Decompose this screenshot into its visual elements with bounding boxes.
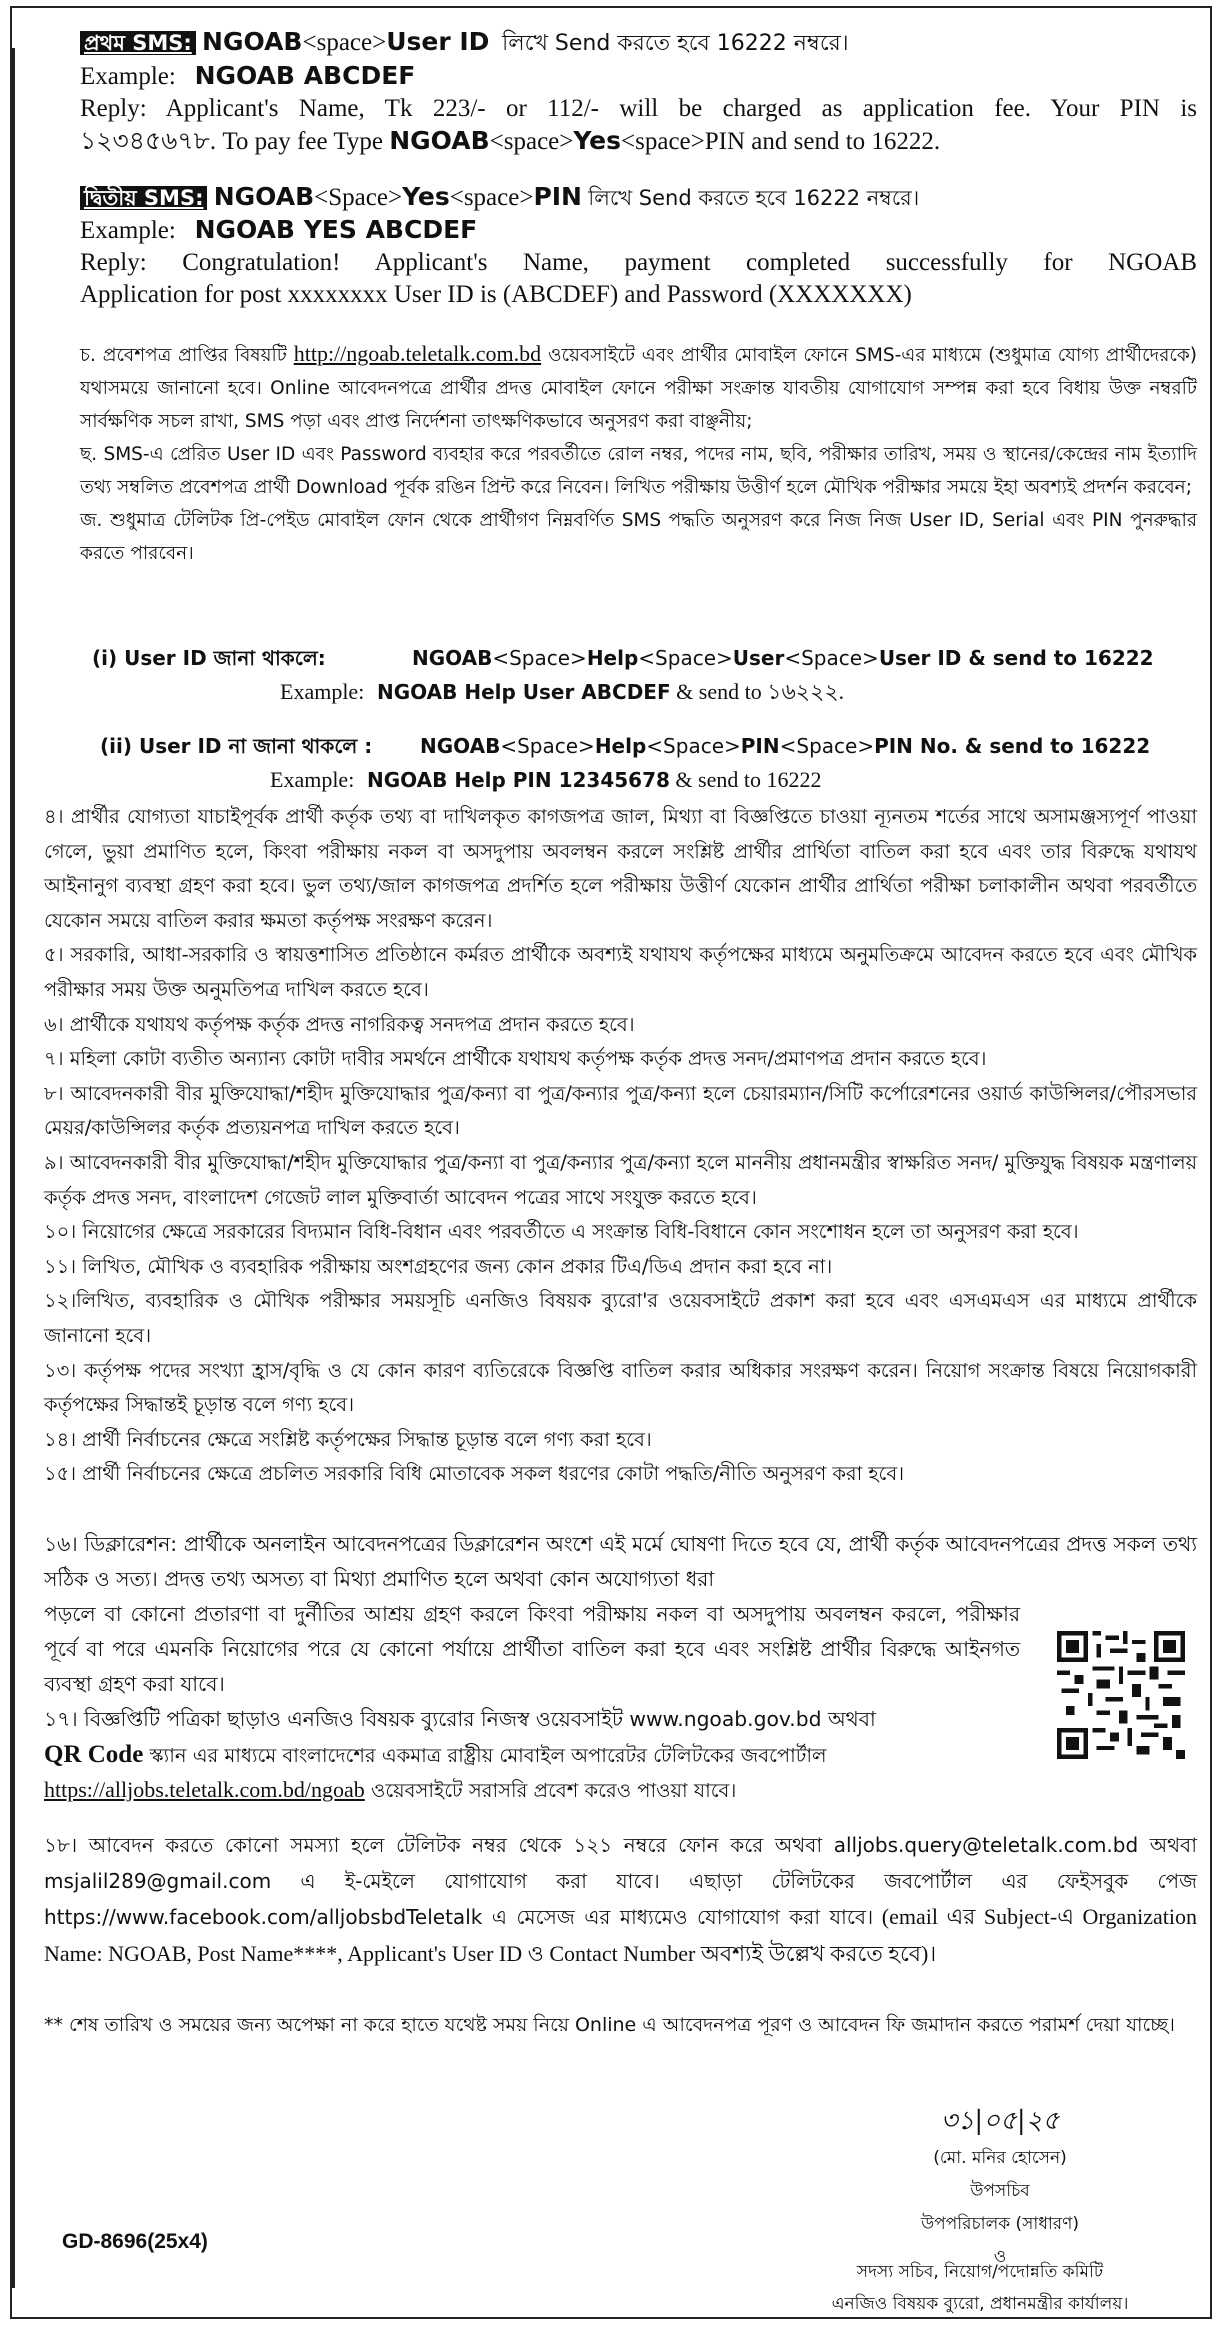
recover1-line (80, 641, 1197, 675)
alljobs-link[interactable]: https://alljobs.teletalk.com.bd/ngoab (44, 1777, 365, 1802)
instructions-block (80, 337, 1197, 570)
recover2-f4: <Space> (646, 734, 741, 758)
teletalk-link[interactable]: http://ngoab.teletalk.com.bd (293, 341, 542, 366)
item-8: ৮। আবেদনকারী বীর মুক্তিযোদ্ধা/শহীদ মুক্তিযোদ্ধার পুত্র/কন্যা বা পুত্র/কন্যার পুত্র/কন্যা হলে চেয়ারম্যান/সিটি কর্পোরেশনের ওয়ার্ড কাউন্সিলর/পৌরসভার মেয়র/কাউন্সিলর কর্তৃক প্রত্যয়নপত্র দাখিল করতে হবে। (44, 1081, 1197, 1140)
sms1-reply-2e: <space> (621, 128, 705, 155)
signatory-and: ও (993, 2247, 1007, 2267)
para-ja: জ. শুধুমাত্র টেলিটক প্রি-পেইড মোবাইল ফোন থেকে প্রার্থীগণ নিম্নবর্ণিত SMS পদ্ধতি অনুসরণ করে নিজ নিজ User ID, Serial এবং PIN পুনরুদ্ধার করতে পারবেন। (80, 510, 1197, 564)
recover1-example-value: NGOAB Help User ABCDEF (377, 680, 671, 704)
recover1-example (80, 675, 1197, 709)
signature-handwritten: ৩১|০৫|২৫ (940, 2106, 1060, 2136)
sms1-fmt-b: <space> (302, 29, 387, 56)
sms2-block (80, 181, 1197, 311)
sms1-fmt-d: লিখে Send করতে হবে 16222 নম্বরে। (501, 31, 849, 56)
sms2-example-label: Example: (80, 217, 176, 244)
recover1-f6: <Space> (784, 646, 879, 670)
sms1-example-value: NGOAB ABCDEF (194, 61, 416, 90)
item-17-c-text: ওয়েবসাইটে সরাসরি প্রবেশ করেও পাওয়া যাবে। (364, 1779, 737, 1802)
sms2-f1: NGOAB (213, 182, 315, 211)
deadline-note: ** শেষ তারিখ ও সময়ের জন্য অপেক্ষা না করে হাতে যথেষ্ট সময় নিয়ে Online এ আবেদনপত্র পূরণ ও আবেদন ফি জমাদান করতে পরামর্শ দেয়া যাচ্ছে। (44, 2014, 1175, 2036)
sms1-reply-1: Reply: Applicant's Name, Tk 223/- or 112/- will be charged as application fee. Your PIN is (80, 95, 1197, 122)
sms1-tag: প্রথম SMS: (80, 31, 196, 55)
sms2-f4: <space> (449, 184, 534, 211)
item-11: ১১। লিখিত, মৌখিক ও ব্যবহারিক পরীক্ষায় অংশগ্রহণের জন্য কোন প্রকার টিএ/ডিএ প্রদান করা হবে না। (44, 1254, 833, 1278)
sms2-reply-1: Reply: Congratulation! Applicant's Name, payment completed successfully for NGOAB (80, 249, 1197, 276)
recover1-f5: User (732, 646, 785, 670)
recover2-example-value: NGOAB Help PIN 12345678 (367, 768, 670, 792)
item-15: ১৫। প্রার্থী নির্বাচনের ক্ষেত্রে প্রচলিত সরকারি বিধি মোতাবেক সকল ধরণের কোটা পদ্ধতি/নীতি অনুসরণ করা হবে। (44, 1462, 905, 1486)
recover1-f4: <Space> (638, 646, 733, 670)
item-18-b: (email এর Subject-এ Organization Name: NGOAB, Post Name****, Applicant's User ID ও Contact Number অবশ্যই উল্লেখ করতে হবে)। (44, 1904, 1197, 1966)
sms2-f2: <Space> (314, 184, 403, 211)
item-6: ৬। প্রার্থীকে যথাযথ কর্তৃপক্ষ কর্তৃক প্রদত্ত নাগরিকত্ব সনদপত্র প্রদান করতে হবে। (44, 1012, 635, 1036)
sms1-fmt-a: NGOAB (202, 27, 303, 56)
sms1-reply-2f: PIN and send to 16222. (704, 128, 941, 155)
recover2-example (80, 763, 1197, 797)
sms1-reply-2c: <space> (489, 128, 574, 155)
recover2-example-tail: & send to 16222 (669, 767, 822, 792)
recover1-label: (i) User ID জানা থাকলে: (92, 646, 326, 670)
item-4: ৪। প্রার্থীর যোগ্যতা যাচাইপূর্বক প্রার্থী কর্তৃক তথ্য বা দাখিলকৃত কাগজপত্র জাল, মিথ্যা বা বিজ্ঞপ্তিতে চাওয়া ন্যূনতম শর্তের সাথে অসামঞ্জস্যপূর্ণ পাওয়া গেলে, ভুয়া প্রমাণিত হলে, কিংবা পরীক্ষায় নকল বা অসদুপায় অবলম্বন করলে সংশ্লিষ্ট প্রার্থীর প্রার্থিতা বাতিল করা হবে এবং তার বিরুদ্ধে যথাযথ আইনানুগ ব্যবস্থা গ্রহণ করা হবে। ভুল তথ্য/জাল কাগজপত্র প্রদর্শিত হলে পরীক্ষায় উত্তীর্ণ যেকোন প্রার্থীর প্রার্থিতা পরীক্ষা চলাকালীন অথবা পরবর্তীতে যেকোন সময়ে বাতিল করার ক্ষমতা কর্তৃপক্ষ সংরক্ষণ করেন। (44, 805, 1197, 932)
item-17-b2: স্ক্যান এর মাধ্যমে বাংলাদেশের একমাত্র রাষ্ট্রীয় মোবাইল অপারেটর টেলিটকের জবপোর্টাল (143, 1744, 827, 1767)
recover1-f7: User ID & send to 16222 (878, 646, 1154, 670)
item-5: ৫। সরকারি, আধা-সরকারি ও স্বায়ত্তশাসিত প্রতিষ্ঠানে কর্মরত প্রার্থীকে অবশ্যই যথাযথ কর্তৃপক্ষের মাধ্যমে অনুমতিক্রমে আবেদন করতে হবে এবং মৌখিক পরীক্ষার সময় উক্ত অনুমতিপত্র দাখিল করতে হবে। (44, 943, 1197, 1001)
sms1-example-label: Example: (80, 63, 176, 90)
left-border-bar (12, 48, 15, 2288)
recover2-example-label: Example: (270, 767, 355, 792)
recover2-f5: PIN (740, 734, 780, 758)
para-cha-b: ওয়েবসাইটে এবং প্রার্থীর মোবাইল ফোনে SMS-এর মাধ্যমে (শুধুমাত্র যোগ্য প্রার্থীদেরকে) যথাসময়ে জানানো হবে। Online আবেদনপত্রে প্রার্থীর প্রদত্ত মোবাইল ফোনে পরীক্ষা সংক্রান্ত যাবতীয় যোগাযোগ সম্পন্ন করা হবে বিধায় উক্ত নম্বরটি সার্বক্ষণিক সচল রাখা, SMS পড়া এবং প্রাপ্ত নির্দেশনা তাৎক্ষণিকভাবে অনুসরণ করা বাঞ্ছনীয়; (80, 345, 1197, 432)
sms2-reply-2: Application for post xxxxxxxx User ID is (ABCDEF) and Password (XXXXXXX) (80, 281, 912, 308)
para-chha: ছ. SMS-এ প্রেরিত User ID এবং Password ব্যবহার করে পরবর্তীতে রোল নম্বর, পদের নাম, ছবি, পরীক্ষার তারিখ, সময় ও স্থানের/কেন্দ্রের নাম ইত্যাদি তথ্য সম্বলিত প্রবেশপত্র প্রার্থী Download পূর্বক রঙিন প্রিন্ট করে নিবেন। লিখিত পরীক্ষায় উত্তীর্ণ হলে মৌখিক পরীক্ষার সময়ে ইহা অবশ্যই প্রদর্শন করবেন; (80, 444, 1197, 498)
signatory-office: এনজিও বিষয়ক ব্যুরো, প্রধানমন্ত্রীর কার্যালয়। (831, 2294, 1129, 2314)
signatory-title1: উপসচিব (970, 2181, 1030, 2201)
sms2-example-value: NGOAB YES ABCDEF (194, 215, 478, 244)
sms1-reply-2 (80, 125, 1197, 158)
sms1-fmt-c: User ID (386, 27, 490, 56)
recover2-line (80, 729, 1197, 763)
recover1-f2: <Space> (492, 646, 587, 670)
numbered-items (44, 800, 1197, 1492)
signatory-office-block (760, 2256, 1200, 2320)
recover1-example-label: Example: (280, 679, 365, 704)
sms2-line1 (80, 181, 1197, 214)
qr-code-label: QR Code (44, 1741, 144, 1768)
sms1-reply-2b: NGOAB (389, 126, 490, 155)
sms2-f6: লিখে Send করতে হবে 16222 নম্বরে। (588, 186, 920, 210)
item-12: ১২।লিখিত, ব্যবহারিক ও মৌখিক পরীক্ষার সময়সূচি এনজিও বিষয়ক ব্যুরো'র ওয়েবসাইটে প্রকাশ করা হবে এবং এসএমএস এর মাধ্যমে প্রার্থীকে জানানো হবে। (44, 1289, 1197, 1347)
recover2-f3: Help (594, 734, 647, 758)
recover2-label: (ii) User ID না জানা থাকলে : (100, 734, 373, 758)
item-7: ৭। মহিলা কোটা ব্যতীত অন্যান্য কোটা দাবীর সমর্থনে প্রার্থীকে যথাযথ কর্তৃপক্ষ কর্তৃক প্রদত্ত সনদ/প্রমাণপত্র প্রদান করতে হবে। (44, 1047, 987, 1071)
item-10: ১০। নিয়োগের ক্ষেত্রে সরকারের বিদ্যমান বিধি-বিধান এবং পরবর্তীতে এ সংক্রান্ত বিধি-বিধানে কোন সংশোধন হলে তা অনুসরণ করা হবে। (44, 1220, 1079, 1244)
sms1-example (80, 60, 1197, 93)
signature-block (850, 2100, 1150, 2274)
item-14: ১৪। প্রার্থী নির্বাচনের ক্ষেত্রে সংশ্লিষ্ট কর্তৃপক্ষের সিদ্ধান্ত চূড়ান্ত বলে গণ্য করা হবে। (44, 1427, 652, 1451)
sms2-example (80, 214, 1197, 247)
recover2-f1: NGOAB (420, 734, 501, 758)
sms2-f3: Yes (402, 182, 450, 211)
recover2-f2: <Space> (500, 734, 595, 758)
sms2-tag: দ্বিতীয় SMS: (80, 186, 207, 210)
item-16-bottom: পড়লে বা কোনো প্রতারণা বা দুর্নীতির আশ্রয় গ্রহণ করলে কিংবা পরীক্ষায় নকল বা অসদুপায় অবলম্বন করলে, পরীক্ষার পূর্বে বা পরে এমনকি নিয়োগের পরে যে কোনো পর্যায়ে প্রার্থীতা বাতিল করা হবে এবং সংশ্লিষ্ট প্রার্থীর বিরুদ্ধে আইনগত ব্যবস্থা গ্রহণ করা যাবে। (44, 1602, 1020, 1696)
item-13: ১৩। কর্তৃপক্ষ পদের সংখ্যা হ্রাস/বৃদ্ধি ও যে কোন কারণ ব্যতিরেকে বিজ্ঞপ্তি বাতিল করার অধিকার সংরক্ষণ করেন। নিয়োগ সংক্রান্ত বিষয়ে নিয়োগকারী কর্তৃপক্ষের সিদ্ধান্তই চূড়ান্ত বলে গণ্য হবে। (44, 1358, 1197, 1417)
sms2-f5: PIN (533, 182, 582, 211)
recover2-f6: <Space> (779, 734, 875, 758)
item-17-b (44, 1737, 1197, 1773)
sms1-reply-2a: ১২৩৪৫৬৭৮. To pay fee Type (80, 128, 390, 155)
recover1-f1: NGOAB (412, 646, 493, 670)
recover2-block (80, 729, 1197, 797)
item-16-top: ১৬। ডিক্লারেশন: প্রার্থীকে অনলাইন আবেদনপত্রের ডিক্লারেশন অংশে এই মর্মে ঘোষণা দিতে হবে যে, প্রার্থী কর্তৃক আবেদনপত্রের প্রদত্ত সকল তথ্য সঠিক ও সত্য। প্রদত্ত তথ্য অসত্য বা মিথ্যা প্রমাণিত হলে অথবা কোন অযোগ্যতা ধরা (44, 1532, 1197, 1591)
item-9: ৯। আবেদনকারী বীর মুক্তিযোদ্ধা/শহীদ মুক্তিযোদ্ধার পুত্র/কন্যা বা পুত্র/কন্যার পুত্র/কন্যা হলে মাননীয় প্রধানমন্ত্রীর স্বাক্ষরিত সনদ/ মুক্তিযুদ্ধ বিষয়ক মন্ত্রণালয় কর্তৃক প্রদত্ত সনদ, বাংলাদেশ গেজেট লাল মুক্তিবার্তা আবেদন পত্রের সাথে সংযুক্ত করতে হবে। (44, 1150, 1197, 1209)
sms1-reply-2d: Yes (573, 126, 622, 155)
item-18 (44, 1828, 1197, 1972)
recover2-f7: PIN No. & send to 16222 (874, 734, 1151, 758)
signatory-title3: সদস্য সচিব, নিয়োগ/পদোন্নতি কমিটি (856, 2262, 1104, 2282)
signatory-name: (মো. মনির হোসেন) (933, 2148, 1067, 2168)
para-cha-a: চ. প্রবেশপত্র প্রাপ্তির বিষয়টি (80, 345, 294, 366)
gd-code: GD-8696(25x4) (62, 2230, 208, 2253)
recover1-block (80, 641, 1197, 709)
item-17-c (44, 1772, 1197, 1808)
para-cha (80, 337, 1197, 438)
item-18-a: ১৮। আবেদন করতে কোনো সমস্যা হলে টেলিটক নম্বর থেকে ১২১ নম্বরে ফোন করে অথবা alljobs.query@teletalk.com.bd অথবা msjalil289@gmail.com এ ই-মেইলে যোগাযোগ করা যাবে। এছাড়া টেলিটকের জবপোর্টাল এর ফেইসবুক পেজ https://www.facebook.com/alljobsbdTeletalk এ মেসেজ এর মাধ্যমেও যোগাযোগ করা যাবে। (44, 1833, 1197, 1929)
recover1-example-tail: & send to ১৬২২২. (670, 679, 845, 704)
signatory-title2: উপপরিচালক (সাধারণ) (920, 2214, 1080, 2234)
recover1-f3: Help (586, 646, 639, 670)
sms1-line1 (80, 26, 1197, 60)
item-17-a: ১৭। বিজ্ঞপ্তিটি পত্রিকা ছাড়াও এনজিও বিষয়ক ব্যুরোর নিজস্ব ওয়েবসাইট www.ngoab.gov.bd অথবা (44, 1707, 876, 1731)
sms1-block (80, 26, 1197, 158)
